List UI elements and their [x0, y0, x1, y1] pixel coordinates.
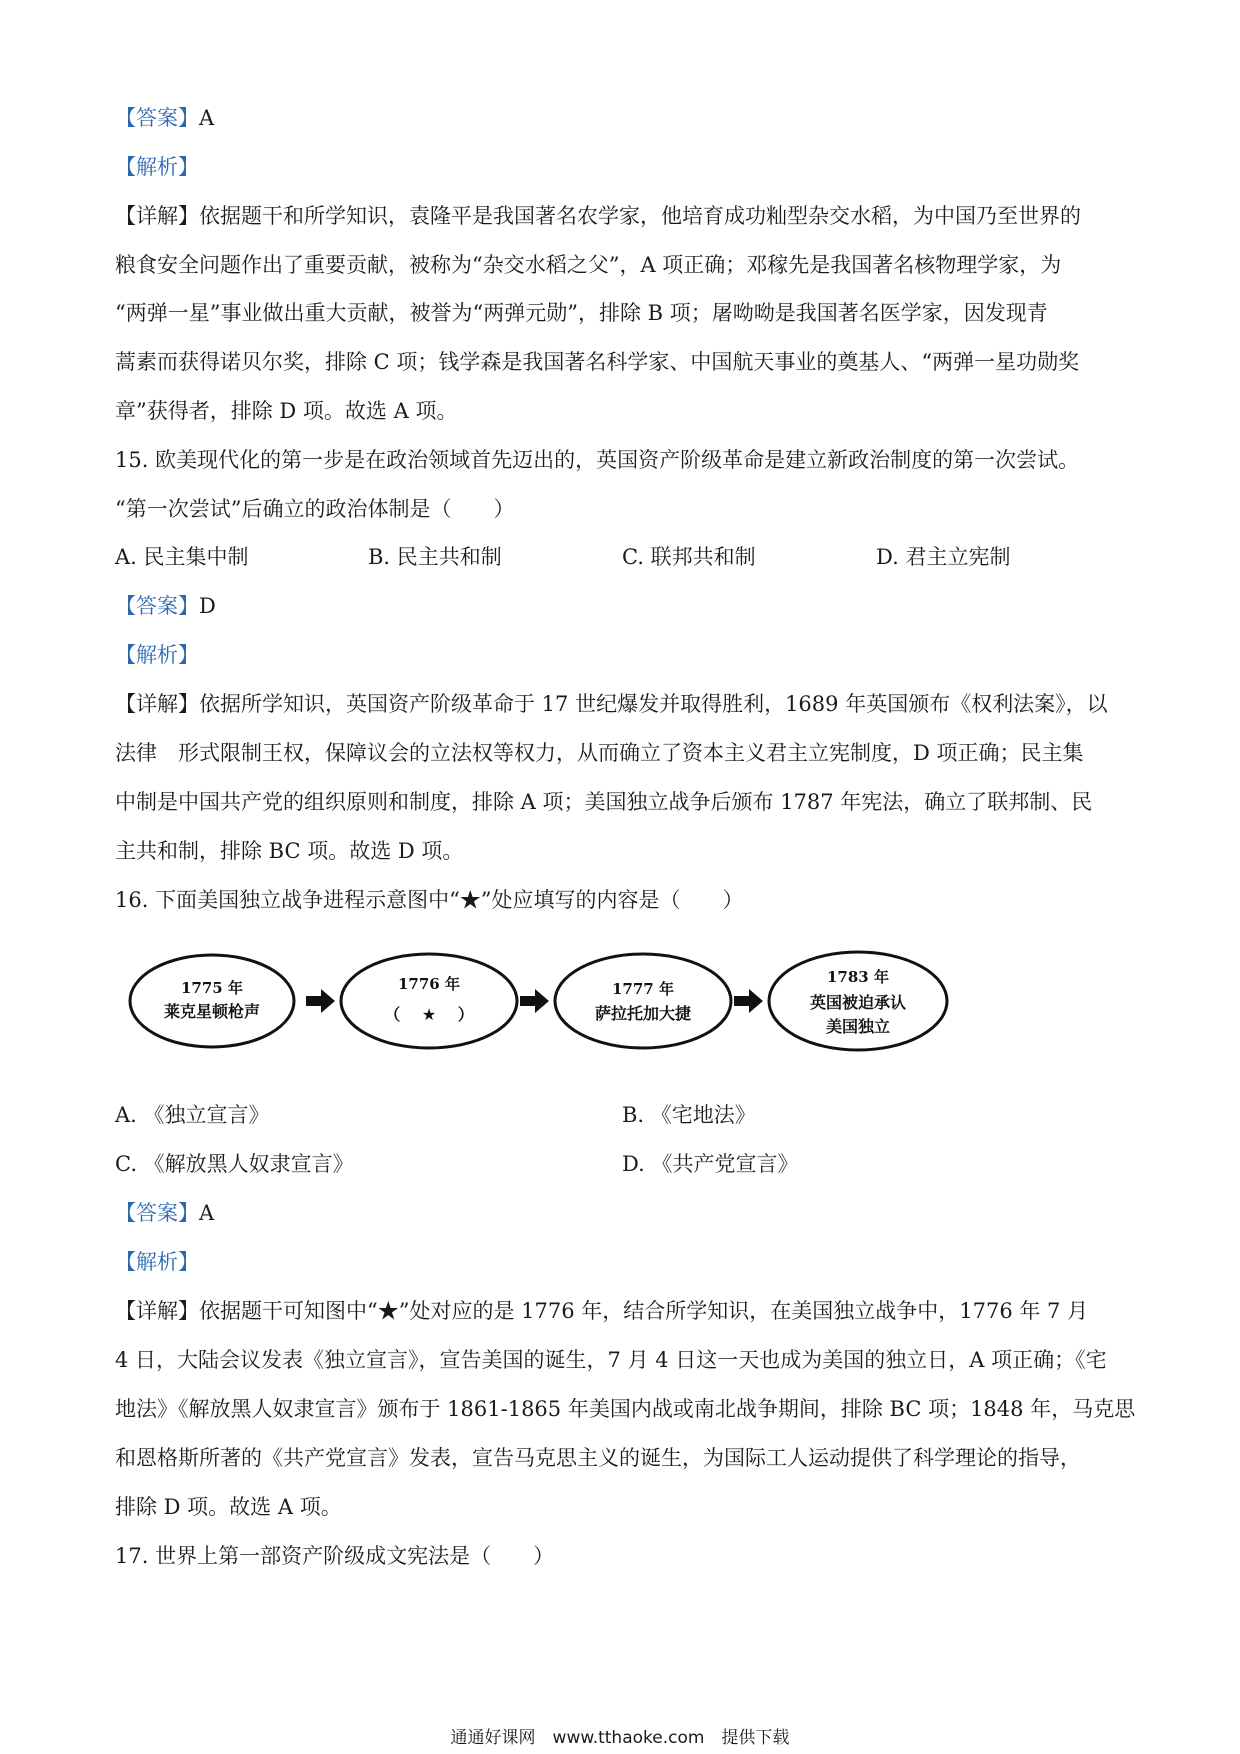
timeline-diagram — [125, 938, 955, 1068]
page-footer: 通通好课网 www.tthaoke.com 提供下载 — [450, 1728, 790, 1748]
q16-analysis-tag: 【解析】 — [115, 1250, 199, 1274]
q15-option-c: C. 联邦共和制 — [622, 545, 756, 569]
q15-option-d: D. 君主立宪制 — [876, 545, 1011, 569]
q16-option-b: B. 《宅地法》 — [622, 1103, 756, 1127]
q14-detail-line-5: 章”获得者，排除 D 项。故选 A 项。 — [115, 399, 458, 423]
q14-analysis-tag: 【解析】 — [115, 155, 199, 179]
q15-detail-line-1: 【详解】依据所学知识，英国资产阶级革命于 17 世纪爆发并取得胜利，1689 年英国颁布《权利法案》，以 — [115, 692, 1108, 716]
q16-option-d: D. 《共产党宣言》 — [622, 1152, 799, 1176]
q15-detail-line-4: 主共和制，排除 BC 项。故选 D 项。 — [115, 839, 464, 863]
timeline-node-2 — [341, 954, 517, 1048]
q16-option-c: C. 《解放黑人奴隶宣言》 — [115, 1152, 354, 1176]
q15-stem-line-1: 15. 欧美现代化的第一步是在政治领域首先迈出的，英国资产阶级革命是建立新政治制度的第一次尝试。 — [115, 448, 1080, 472]
timeline-node-4-year: 1783 年 — [827, 968, 889, 986]
q14-detail-line-1: 【详解】依据题干和所学知识，袁隆平是我国著名农学家，他培育成功籼型杂交水稻，为中国乃至世界的 — [115, 204, 1081, 228]
q16-option-a: A. 《独立宣言》 — [115, 1103, 270, 1127]
q17-stem: 17. 世界上第一部资产阶级成文宪法是（ ） — [115, 1544, 555, 1568]
q14-detail-line-3: “两弹一星”事业做出重大贡献，被誉为“两弹元勋”，排除 B 项；屠呦呦是我国著名医学家，因发现青 — [115, 301, 1048, 325]
timeline-node-2-year: 1776 年 — [398, 975, 460, 993]
q15-answer-line — [115, 591, 216, 621]
arrow-icon — [520, 989, 549, 1013]
q15-option-a: A. 民主集中制 — [115, 545, 249, 569]
q16-answer: A — [199, 1201, 215, 1225]
q15-detail-line-2: 法律 形式限制王权，保障议会的立法权等权力，从而确立了资本主义君主立宪制度，D 项正确；民主集 — [115, 741, 1084, 765]
q14-answer-tag: 【答案】 — [115, 106, 199, 130]
q16-answer-tag: 【答案】 — [115, 1201, 199, 1225]
q16-detail-line-3: 地法》《解放黑人奴隶宣言》颁布于 1861-1865 年美国内战或南北战争期间，排除 BC 项；1848 年，马克思 — [115, 1397, 1136, 1421]
q14-detail-line-2: 粮食安全问题作出了重要贡献，被称为“杂交水稻之父”，A 项正确；邓稼先是我国著名核物理学家，为 — [115, 253, 1062, 277]
timeline-node-3-text: 萨拉托加大捷 — [594, 1004, 692, 1023]
q14-answer: A — [199, 106, 215, 130]
timeline-node-4-text2: 美国独立 — [825, 1017, 891, 1036]
q15-answer-tag: 【答案】 — [115, 594, 199, 618]
timeline-node-1 — [130, 955, 294, 1047]
timeline-node-4-text: 英国被迫承认 — [809, 993, 907, 1012]
timeline-node-1-text: 莱克星顿枪声 — [163, 1002, 261, 1021]
q14-detail-line-4: 蒿素而获得诺贝尔奖，排除 C 项；钱学森是我国著名科学家、中国航天事业的奠基人、“两弹一星功勋奖 — [115, 350, 1080, 374]
arrow-icon — [306, 989, 335, 1013]
q16-detail-line-1: 【详解】依据题干可知图中“★”处对应的是 1776 年，结合所学知识，在美国独立战争中，1776 年 7 月 — [115, 1299, 1089, 1323]
q16-detail-line-5: 排除 D 项。故选 A 项。 — [115, 1495, 342, 1519]
timeline-node-1-year: 1775 年 — [181, 979, 243, 997]
q16-stem: 16. 下面美国独立战争进程示意图中“★”处应填写的内容是（ ） — [115, 888, 744, 912]
q15-option-b: B. 民主共和制 — [368, 545, 502, 569]
q16-detail-line-2: 4 日，大陆会议发表《独立宣言》，宣告美国的诞生，7 月 4 日这一天也成为美国的独立日，A 项正确；《宅 — [115, 1348, 1107, 1372]
q15-analysis-tag: 【解析】 — [115, 643, 199, 667]
q15-stem-line-2: “第一次尝试”后确立的政治体制是（ ） — [115, 497, 515, 521]
q15-answer: D — [199, 594, 216, 618]
q16-detail-line-4: 和恩格斯所著的《共产党宣言》发表，宣告马克思主义的诞生，为国际工人运动提供了科学理论的指导， — [115, 1446, 1081, 1470]
timeline-node-2-text: （ ★ ） — [384, 1005, 474, 1024]
q14-answer-line — [115, 103, 214, 133]
q16-answer-line — [115, 1198, 214, 1228]
arrow-icon — [734, 989, 763, 1013]
q15-detail-line-3: 中制是中国共产党的组织原则和制度，排除 A 项；美国独立战争后颁布 1787 年宪法，确立了联邦制、民 — [115, 790, 1093, 814]
timeline-node-3 — [555, 954, 731, 1048]
timeline-node-3-year: 1777 年 — [612, 980, 674, 998]
